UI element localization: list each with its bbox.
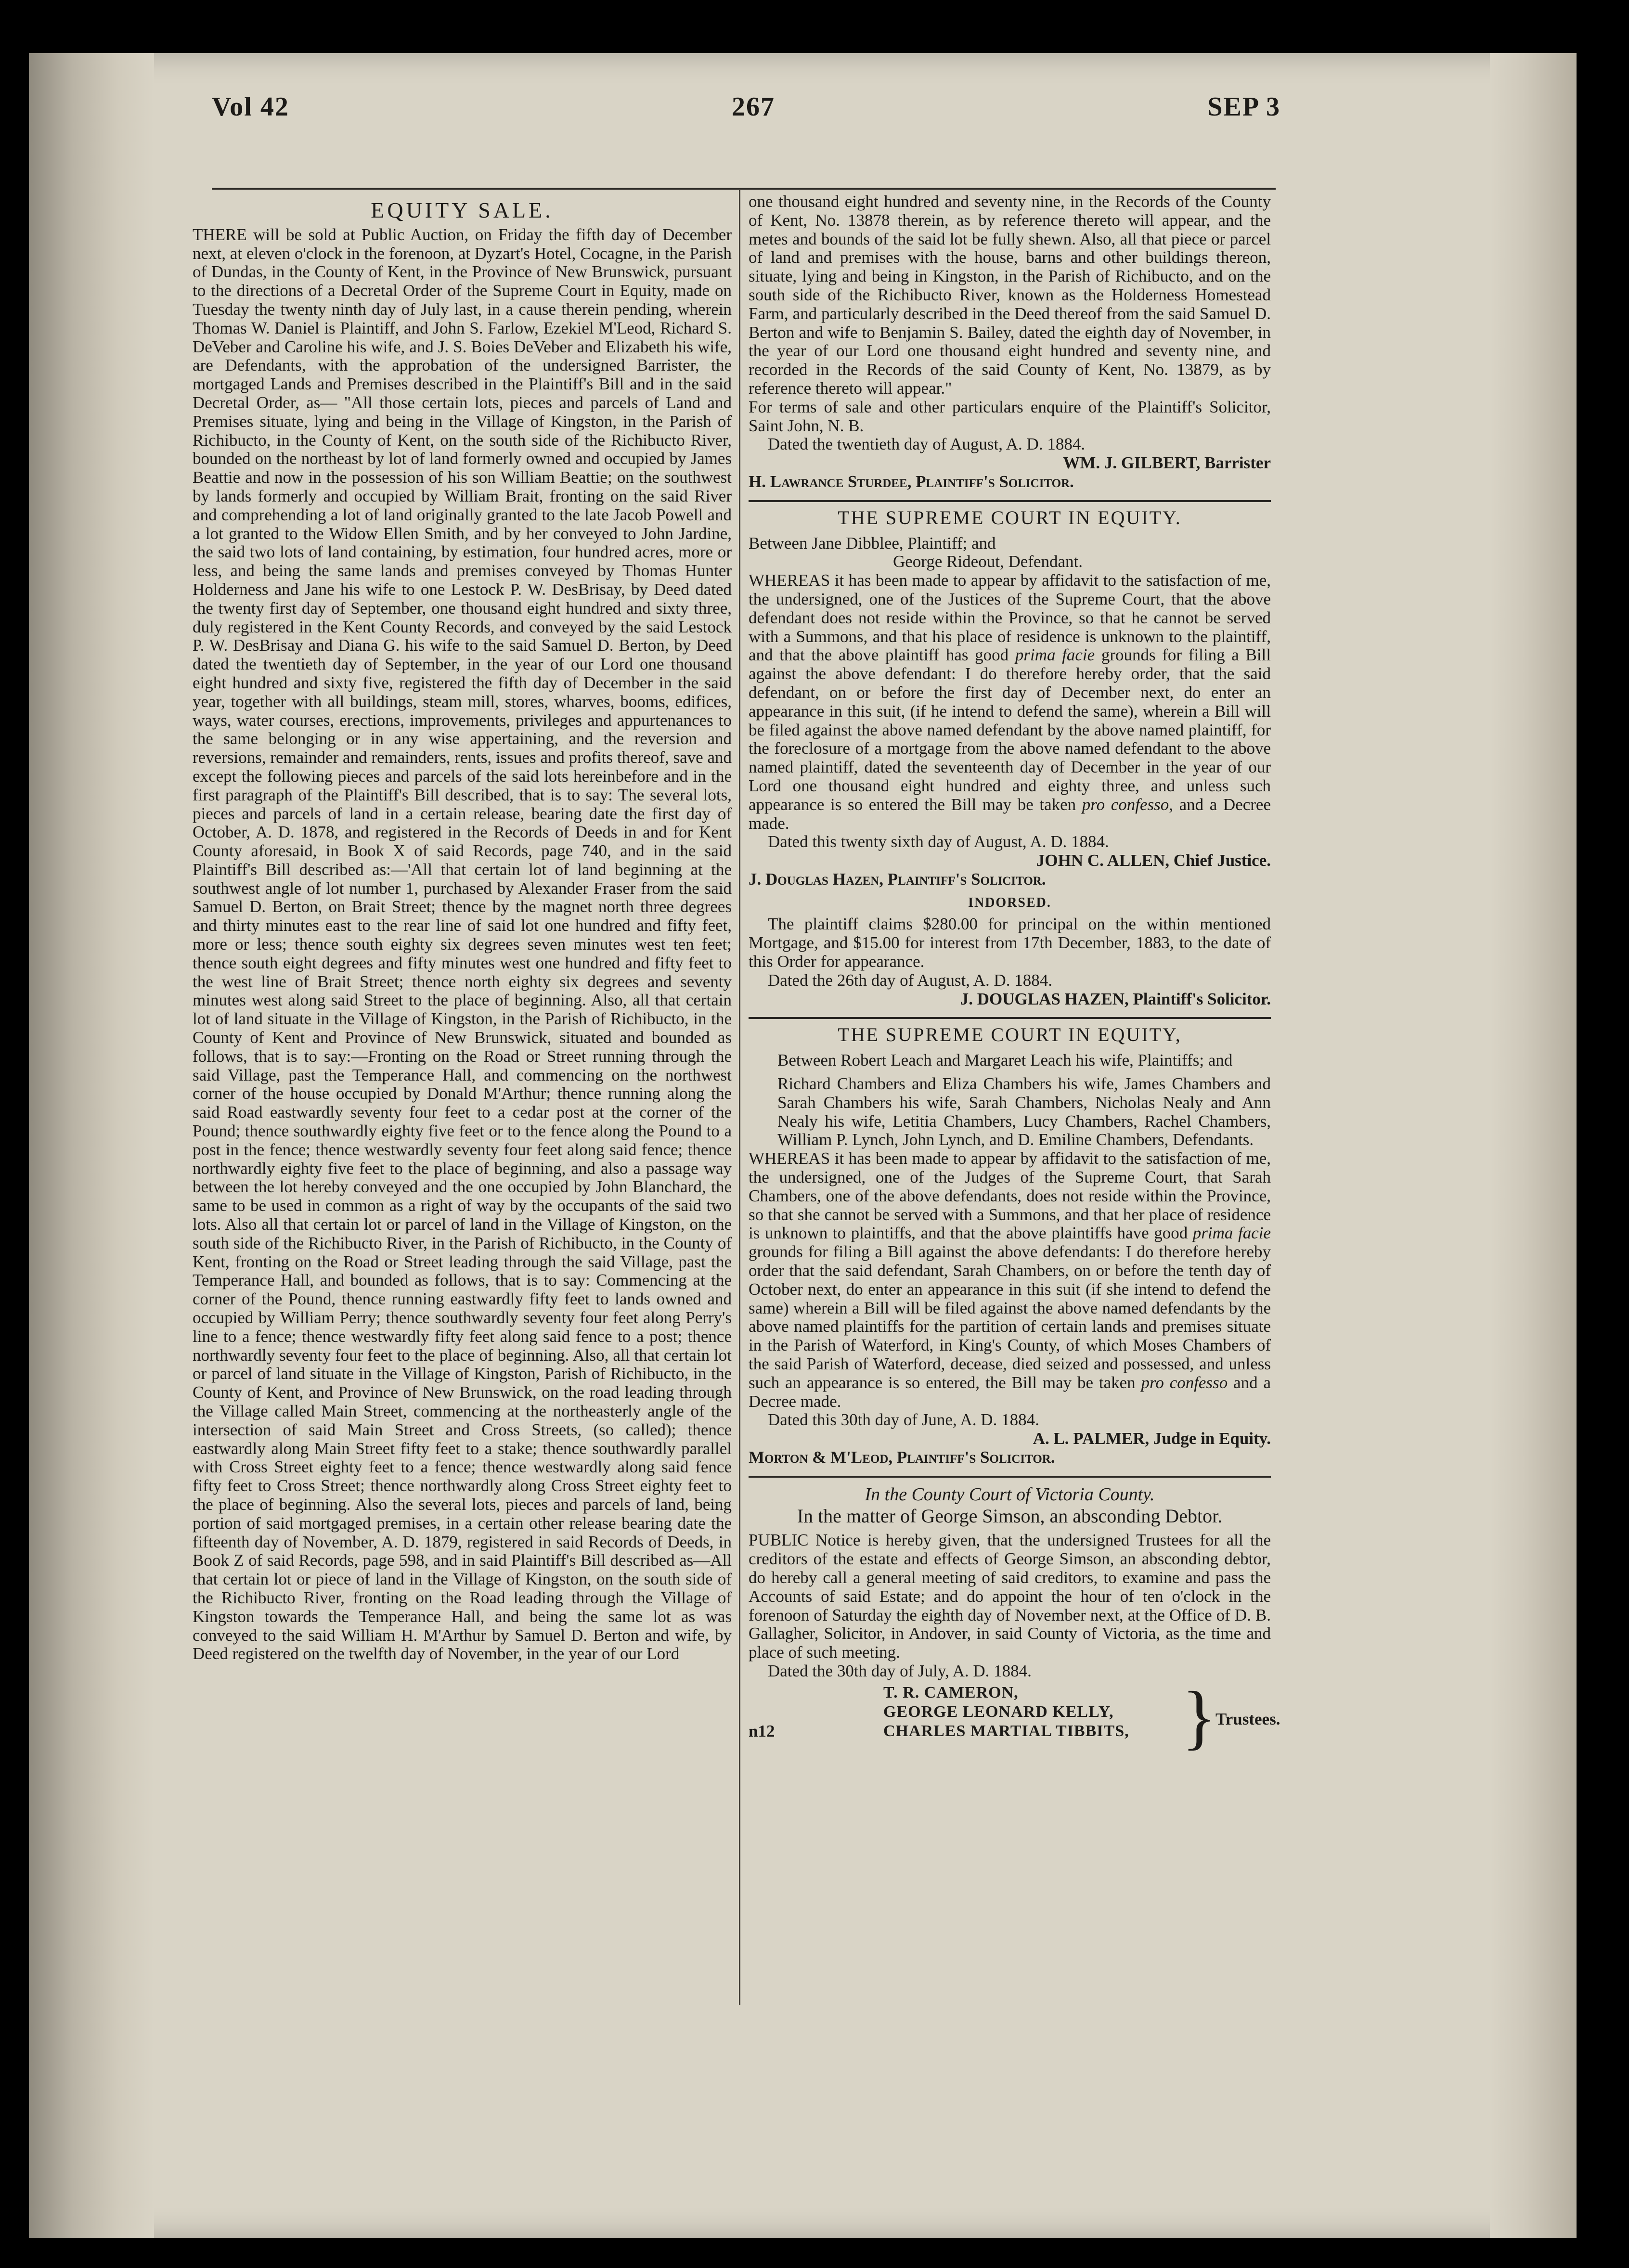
simson-dated: Dated the 30th day of July, A. D. 1884. — [768, 1661, 1032, 1680]
section-divider — [749, 1017, 1271, 1019]
dibblee-parties-2: George Rideout, Defendant. — [893, 552, 1083, 571]
right-column — [749, 192, 1280, 2012]
dibblee-body — [749, 571, 1271, 833]
dibblee-solicitor: J. Douglas Hazen, Plaintiff's Solicitor. — [749, 869, 1046, 889]
dibblee-body-mid: grounds for filing a Bill against the above defendant: I do therefore hereby order, that the said defendant, on or before the first day of December next, do enter an appearance in this suit, (if he intend to defend the same), wherein a Bill will be filed against the above named defendant by the above named plaintiff, for the foreclosure of a mortgage from the above named defendant to the above named plaintiff, dated the seventeenth day of December in the year of our Lord one thousand eight hundred and eighty three, and unless such appearance is so entered the Bill may be taken — [749, 645, 1271, 814]
indorsed-body: The plaintiff claims $280.00 for principal on the within mentioned Mortgage, and $15.00 for interest from 17th December, 1883, to the date of this Order for appearance. — [749, 915, 1271, 971]
leach-parties-1: Between Robert Leach and Margaret Leach his wife, Plaintiffs; and — [777, 1051, 1233, 1070]
dibblee-body-end: , and a Decree made. — [749, 795, 1271, 833]
leach-pro-confesso: pro confesso — [1141, 1373, 1228, 1392]
leach-body-mid: grounds for filing a Bill against the above defendants: I do therefore hereby order that the said defendant, Sarah Chambers, on or before the tenth day of October next, do enter an appearance in this suit (if she intend to defend the same) wherein a Bill will be filed against the above named defendants by the above named plaintiffs for the partition of certain lands and premises situate in the Parish of Waterford, in King's County, of which Moses Chambers of the said Parish of Waterford, decease, died seized and possessed, and unless such an appearance is so entered, the Bill may be taken — [749, 1242, 1271, 1392]
page-number: 267 — [732, 92, 775, 122]
section-divider — [749, 1476, 1271, 1478]
simson-body: PUBLIC Notice is hereby given, that the undersigned Trustees for all the creditors of the estate and effects of George Simson, an absconding debtor, do hereby call a general meeting of said creditors, to examine and pass the Accounts of said Estate; and do appoint the hour of ten o'clock in the forenoon of Saturday the eighth day of November next, at the Office of D. B. Gallagher, Solicitor, in Andover, in said County of Victoria, as the time and place of such meeting. — [749, 1531, 1271, 1662]
page-edge — [1490, 53, 1577, 2238]
leach-body-start: WHEREAS it has been made to appear by affidavit to the satisfaction of me, the undersigned, one of the Judges of the Supreme Court, that Sarah Chambers, one of the above defendants, does not reside within the Province, so that she cannot be served with a Summons, and that her place of residence is unknown to plaintiffs, and that the above plaintiffs have good — [749, 1149, 1271, 1243]
dibblee-signature: JOHN C. ALLEN, Chief Justice. — [1036, 851, 1271, 870]
leach-dated: Dated this 30th day of June, A. D. 1884. — [768, 1410, 1039, 1430]
equity-sale-title: EQUITY SALE. — [371, 198, 554, 222]
notice-code: n12 — [749, 1721, 775, 1740]
leach-signature: A. L. PALMER, Judge in Equity. — [1033, 1429, 1271, 1448]
trustee-name: GEORGE LEONARD KELLY, — [883, 1702, 1114, 1721]
trustee-name: CHARLES MARTIAL TIBBITS, — [883, 1722, 1129, 1740]
volume-label: Vol 42 — [212, 92, 289, 122]
dibblee-parties-1: Between Jane Dibblee, Plaintiff; and — [749, 533, 996, 553]
trustees-block — [749, 1676, 1280, 1757]
indorsed-dated: Dated the 26th day of August, A. D. 1884. — [768, 970, 1053, 990]
page-binding — [29, 53, 154, 2238]
left-column — [193, 197, 732, 2007]
leach-title: THE SUPREME COURT IN EQUITY, — [838, 1024, 1182, 1046]
simson-court: In the County Court of Victoria County. — [865, 1484, 1155, 1505]
leach-body — [749, 1149, 1271, 1411]
equity-sale-body: THERE will be sold at Public Auction, on Friday the fifth day of December next, at eleven o'clock in the forenoon, at Dyzart's Hotel, Cocagne, in the Parish of Dundas, in the County of Kent, in the Province of New Brunswick, pursuant to the directions of a Decretal Order of the Supreme Court in Equity, made on Tuesday the twenty ninth day of July last, in a cause therein pending, wherein Thomas W. Daniel is Plaintiff, and John S. Farlow, Ezekiel M'Leod, Richard S. DeVeber and Caroline his wife, and J. S. Boies DeVeber and Elizabeth his wife, are Defendants, with the approbation of the undersigned Barrister, the mortgaged Lands and Premises described in the Plaintiff's Bill and in the said Decretal Order, as— "All those certain lots, pieces and parcels of Land and Premises situate, lying and being in the Village of Kingston, in the Parish of Richibucto, in the County of Kent, on the south side of the Richibucto River, bounded on the northeast by lot of land formerly owned and occupied by James Beattie and now in the possession of his son William Beattie; on the southwest by lands formerly and occupied by William Brait, fronting on the said River and comprehending a lot of land originally granted to the late Jacob Powell and a lot granted to the Widow Ellen Smith, and by her conveyed to John Jardine, the said two lots of land containing, by estimation, four hundred acres, more or less, and being the same lands and premises conveyed by Thomas Hunter Holderness and Jane his wife to one Lestock P. W. DesBrisay, by Deed dated the twenty first day of September, one thousand eight hundred and sixty three, duly registered in the Kent County Records, and conveyed by the said Lestock P. W. DesBrisay and Diana G. his wife to the said Samuel D. Berton, by Deed dated the twentieth day of September, in the year of our Lord one thousand eight hundred and sixty five, registered the fifth day of December in the said year, together with all buildings, steam mill, stores, wharves, booms, edifices, ways, water courses, erections, improvements, privileges and appurtenances to the same belonging or in any wise appertaining, and the reversion and reversions, remainder and remainders, rents, issues and profits thereof, save and except the following pieces and parcels of the said lots hereinbefore and in the first paragraph of the Plaintiff's Bill described, that is to say: The several lots, pieces and parcels of land in a certain release, bearing date the first day of October, A. D. 1878, and registered in the Records of Deeds in and for Kent County aforesaid, in Book X of said Records, page 740, and in the said Plaintiff's Bill described as:—'All that certain lot of land beginning at the southwest angle of lot number 1, purchased by Alexander Fraser from the said Samuel D. Berton, on Brait Street; thence by the magnet north three degrees and thirty minutes east to the rear line of said lot one hundred and fifty feet, more or less; thence south eighty six degrees seven minutes west ten feet; thence south eight degrees and fifty minutes west one hundred and fifty feet to the west line of Brait Street; thence north eighty six degrees and seventy minutes west along said Street to the place of beginning. Also, all that certain lot of land situate in the Village of Kingston, in the Parish of Richibucto, in the County of Kent and Province of New Brunswick, situated and bounded as follows, that is to say:—Fronting on the Road or Street running through the said Village, past the Temperance Hall, and commencing on the northwest corner of the house occupied by Donald M'Arthur; thence running along the said Road eastwardly seventy four feet to a cedar post at the corner of the Pound; thence southwardly eighty five feet or to the fence along the Pound to a post in the fence; thence westwardly seventy four feet along said fence; thence northwardly eighty five feet to the place of beginning, and also a passage way between the lot hereby conveyed and the one occupied by John Blanchard, the same to be used in common as a right of way by the occupants of the said two lots. Also all that certain lot or parcel of land in the Village of Kingston, on the south side of the Richibucto River, in the Parish of Richibucto, in the County of Kent, fronting on the Road or Street leading through the said Village, past the Temperance Hall, and bounded as follows, that is to say: Commencing at the corner of the Pound, thence running eastwardly fifty feet to lands owned and occupied by William Perry; thence southwardly seventy four feet along Perry's line to a fence; thence westwardly fifty feet along said fence to a post; thence northwardly seventy four feet to the place of beginning. Also, all that certain lot or parcel of land situate in the Village of Kingston, Parish of Richibucto, in the County of Kent, and Province of New Brunswick, on the road leading through the Village called Main Street, commencing at the northeasterly angle of the intersection of said Main Street and Cross Streets, (so called); thence eastwardly along Main Street fifty feet to a stake; thence southwardly parallel with Cross Street eighty feet to a fence; thence westwardly along said fence fifty feet to Cross Street; thence northwardly along Cross Street eighty feet to the place of beginning. Also the several lots, pieces and parcels of land, being portion of said mortgaged premises, in a certain other release bearing date the fifteenth day of November, A. D. 1879, registered in said Records of Deeds, in Book Z of said Records, page 598, and in said Plaintiff's Bill described as—All that certain lot or piece of land in the Village of Kingston, on the south side of the Richibucto River, fronting on the Road leading through the Village of Kingston towards the Temperance Hall, and being the same lot as was conveyed to the said William H. M'Arthur by Samuel D. Berton and wife, by Deed registered on the twelfth day of November, in the year of our Lord — [193, 225, 732, 1663]
dibblee-title: THE SUPREME COURT IN EQUITY. — [838, 506, 1182, 528]
leach-parties-2: Richard Chambers and Eliza Chambers his wife, James Chambers and Sarah Chambers his wife, Sarah Chambers, Nicholas Nealy and Ann Nealy his wife, Letitia Chambers, Lucy Chambers, Rachel Chambers, William P. Lynch, John Lynch, and D. Emiline Chambers, Defendants. — [777, 1074, 1271, 1149]
equity-sale-solicitor: H. Lawrance Sturdee, Plaintiff's Solicitor. — [749, 472, 1074, 491]
trustees-label: Trustees. — [1215, 1709, 1280, 1728]
indorsed-signature: J. DOUGLAS HAZEN, Plaintiff's Solicitor. — [960, 989, 1271, 1008]
equity-sale-terms: For terms of sale and other particulars enquire of the Plaintiff's Solicitor, Saint John, N. B. — [749, 397, 1271, 435]
dibblee-dated: Dated this twenty sixth day of August, A. D. 1884. — [768, 832, 1109, 851]
section-divider — [749, 500, 1271, 502]
equity-sale-continued: one thousand eight hundred and seventy nine, in the Records of the County of Kent, No. 13878 therein, as by reference thereto will appear, and the metes and bounds of the said lot be fully shewn. Also, all that piece or parcel of land and premises with the house, barns and other buildings thereon, situate, lying and being in Kingston, in the Parish of Richibucto, and on the south side of the Richibucto River, known as the Holderness Homestead Farm, and particularly described in the Deed thereof from the said Samuel D. Berton and wife to Benjamin S. Bailey, dated the eighth day of November, in the year of our Lord one thousand eight hundred and seventy nine, and recorded in the Records of the said County of Kent, No. 13879, as by reference thereto will appear." — [749, 192, 1271, 398]
indorsed-label: INDORSED. — [968, 895, 1051, 910]
simson-matter: In the matter of George Simson, an absconding Debtor. — [797, 1505, 1223, 1527]
column-divider — [739, 190, 740, 2005]
trustee-name: T. R. CAMERON, — [883, 1683, 1019, 1701]
equity-sale-dated: Dated the twentieth day of August, A. D. 1884. — [768, 435, 1086, 454]
page-header — [212, 91, 1280, 140]
dibblee-pro-confesso: pro confesso — [1082, 795, 1169, 814]
issue-date: SEP 3 — [1207, 92, 1280, 122]
dibblee-body-start: WHEREAS it has been made to appear by affidavit to the satisfaction of me, the undersigned, one of the Justices of the Supreme Court, that the above defendant does not reside within the Province, so that he cannot be served with a Summons, and that his place of residence is unknown to the plaintiff, and that the above plaintiff has good — [749, 571, 1271, 665]
leach-body-end: and a Decree made. — [749, 1373, 1271, 1411]
dibblee-prima-facie: prima facie — [1015, 645, 1095, 665]
leach-prima-facie: prima facie — [1192, 1224, 1271, 1243]
equity-sale-signature: WM. J. GILBERT, Barrister — [1063, 453, 1271, 473]
brace-glyph: } — [1182, 1676, 1216, 1757]
leach-solicitor: Morton & M'Leod, Plaintiff's Solicitor. — [749, 1448, 1055, 1467]
header-rule — [212, 188, 1276, 190]
